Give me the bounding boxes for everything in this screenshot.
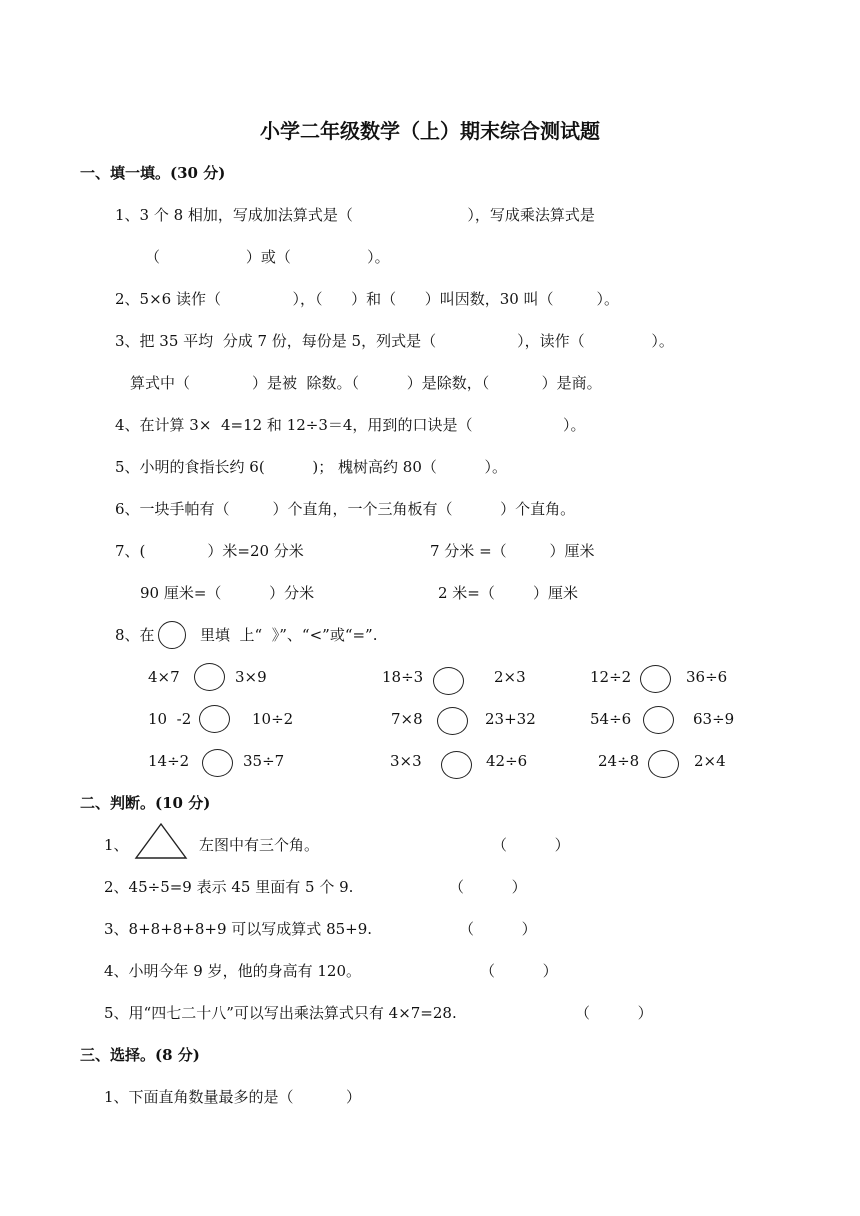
question-7-a: 7、( ）米=20 分米 [115, 542, 304, 560]
compare-left: 14÷2 [148, 752, 190, 770]
compare-circle[interactable] [202, 749, 233, 777]
judge-4-answer[interactable]: （ ） [480, 962, 558, 980]
question-3-line-1: 3、把 35 平均 分成 7 份，每份是 5，列式是（ ），读作（ ）。 [115, 332, 674, 350]
judge-3-answer[interactable]: （ ） [459, 920, 537, 938]
question-5: 5、小明的食指长约 6( )； 槐树高约 80（ ）。 [115, 458, 508, 476]
judge-1-number: 1、 [104, 836, 129, 854]
compare-left: 24÷8 [598, 752, 640, 770]
question-8-prefix: 8、在 [115, 626, 155, 644]
choice-question-1: 1、下面直角数量最多的是（ ） [104, 1088, 361, 1106]
compare-circle[interactable] [648, 750, 679, 778]
compare-left: 3×3 [390, 752, 422, 770]
compare-right: 2×3 [494, 668, 526, 686]
compare-circle[interactable] [643, 706, 674, 734]
compare-left: 12÷2 [590, 668, 632, 686]
compare-left: 10 -2 [148, 710, 192, 728]
compare-right: 36÷6 [686, 668, 728, 686]
judge-5-text: 5、用“四七二十八”可以写出乘法算式只有 4×7=28. [104, 1004, 457, 1022]
judge-3-text: 3、8+8+8+8+9 可以写成算式 85+9. [104, 920, 373, 938]
question-2: 2、5×6 读作（ ），（ ）和（ ）叫因数，30 叫（ ）。 [115, 290, 619, 308]
compare-right: 63÷9 [693, 710, 735, 728]
compare-right: 2×4 [694, 752, 726, 770]
compare-circle[interactable] [199, 705, 230, 733]
judge-5-answer[interactable]: （ ） [575, 1004, 653, 1022]
question-6: 6、一块手帕有（ ）个直角，一个三角板有（ ）个直角。 [115, 500, 576, 518]
compare-left: 4×7 [148, 668, 180, 686]
compare-left: 54÷6 [590, 710, 632, 728]
compare-circle[interactable] [437, 707, 468, 735]
judge-2-answer[interactable]: （ ） [449, 878, 527, 896]
question-8-suffix: 里填 上“ 》”、“<”或“=”. [200, 626, 378, 644]
section-2-heading: 二、判断。(10 分) [80, 794, 211, 812]
triangle-icon [134, 822, 188, 860]
question-7-b: 7 分米 =（ ）厘米 [430, 542, 595, 560]
judge-1-text: 左图中有三个角。 [199, 836, 320, 854]
section-3-heading: 三、选择。(8 分) [80, 1046, 200, 1064]
compare-circle[interactable] [640, 665, 671, 693]
compare-right: 35÷7 [243, 752, 285, 770]
question-1-line-1: 1、3 个 8 相加，写成加法算式是（ ），写成乘法算式是 [115, 206, 595, 224]
compare-right: 23+32 [485, 710, 536, 728]
answer-circle-icon [158, 621, 186, 649]
compare-circle[interactable] [194, 663, 225, 691]
page-title: 小学二年级数学（上）期末综合测试题 [260, 119, 600, 143]
compare-right: 10÷2 [252, 710, 294, 728]
section-1-heading: 一、填一填。(30 分) [80, 164, 226, 182]
judge-4-text: 4、小明今年 9 岁，他的身高有 120。 [104, 962, 362, 980]
judge-2-text: 2、45÷5=9 表示 45 里面有 5 个 9. [104, 878, 354, 896]
compare-right: 3×9 [235, 668, 267, 686]
question-7-c: 90 厘米=（ ）分米 [140, 584, 315, 602]
question-7-d: 2 米=（ ）厘米 [438, 584, 579, 602]
compare-circle[interactable] [433, 667, 464, 695]
compare-circle[interactable] [441, 751, 472, 779]
compare-right: 42÷6 [486, 752, 528, 770]
judge-1-answer[interactable]: （ ） [492, 836, 570, 854]
compare-left: 18÷3 [382, 668, 424, 686]
question-4: 4、在计算 3× 4=12 和 12÷3＝4，用到的口诀是（ ）。 [115, 416, 586, 434]
question-1-line-2: （ ）或（ ）。 [145, 248, 390, 266]
question-3-line-2: 算式中（ ）是被 除数。（ ）是除数，（ ）是商。 [130, 374, 602, 392]
compare-left: 7×8 [391, 710, 423, 728]
